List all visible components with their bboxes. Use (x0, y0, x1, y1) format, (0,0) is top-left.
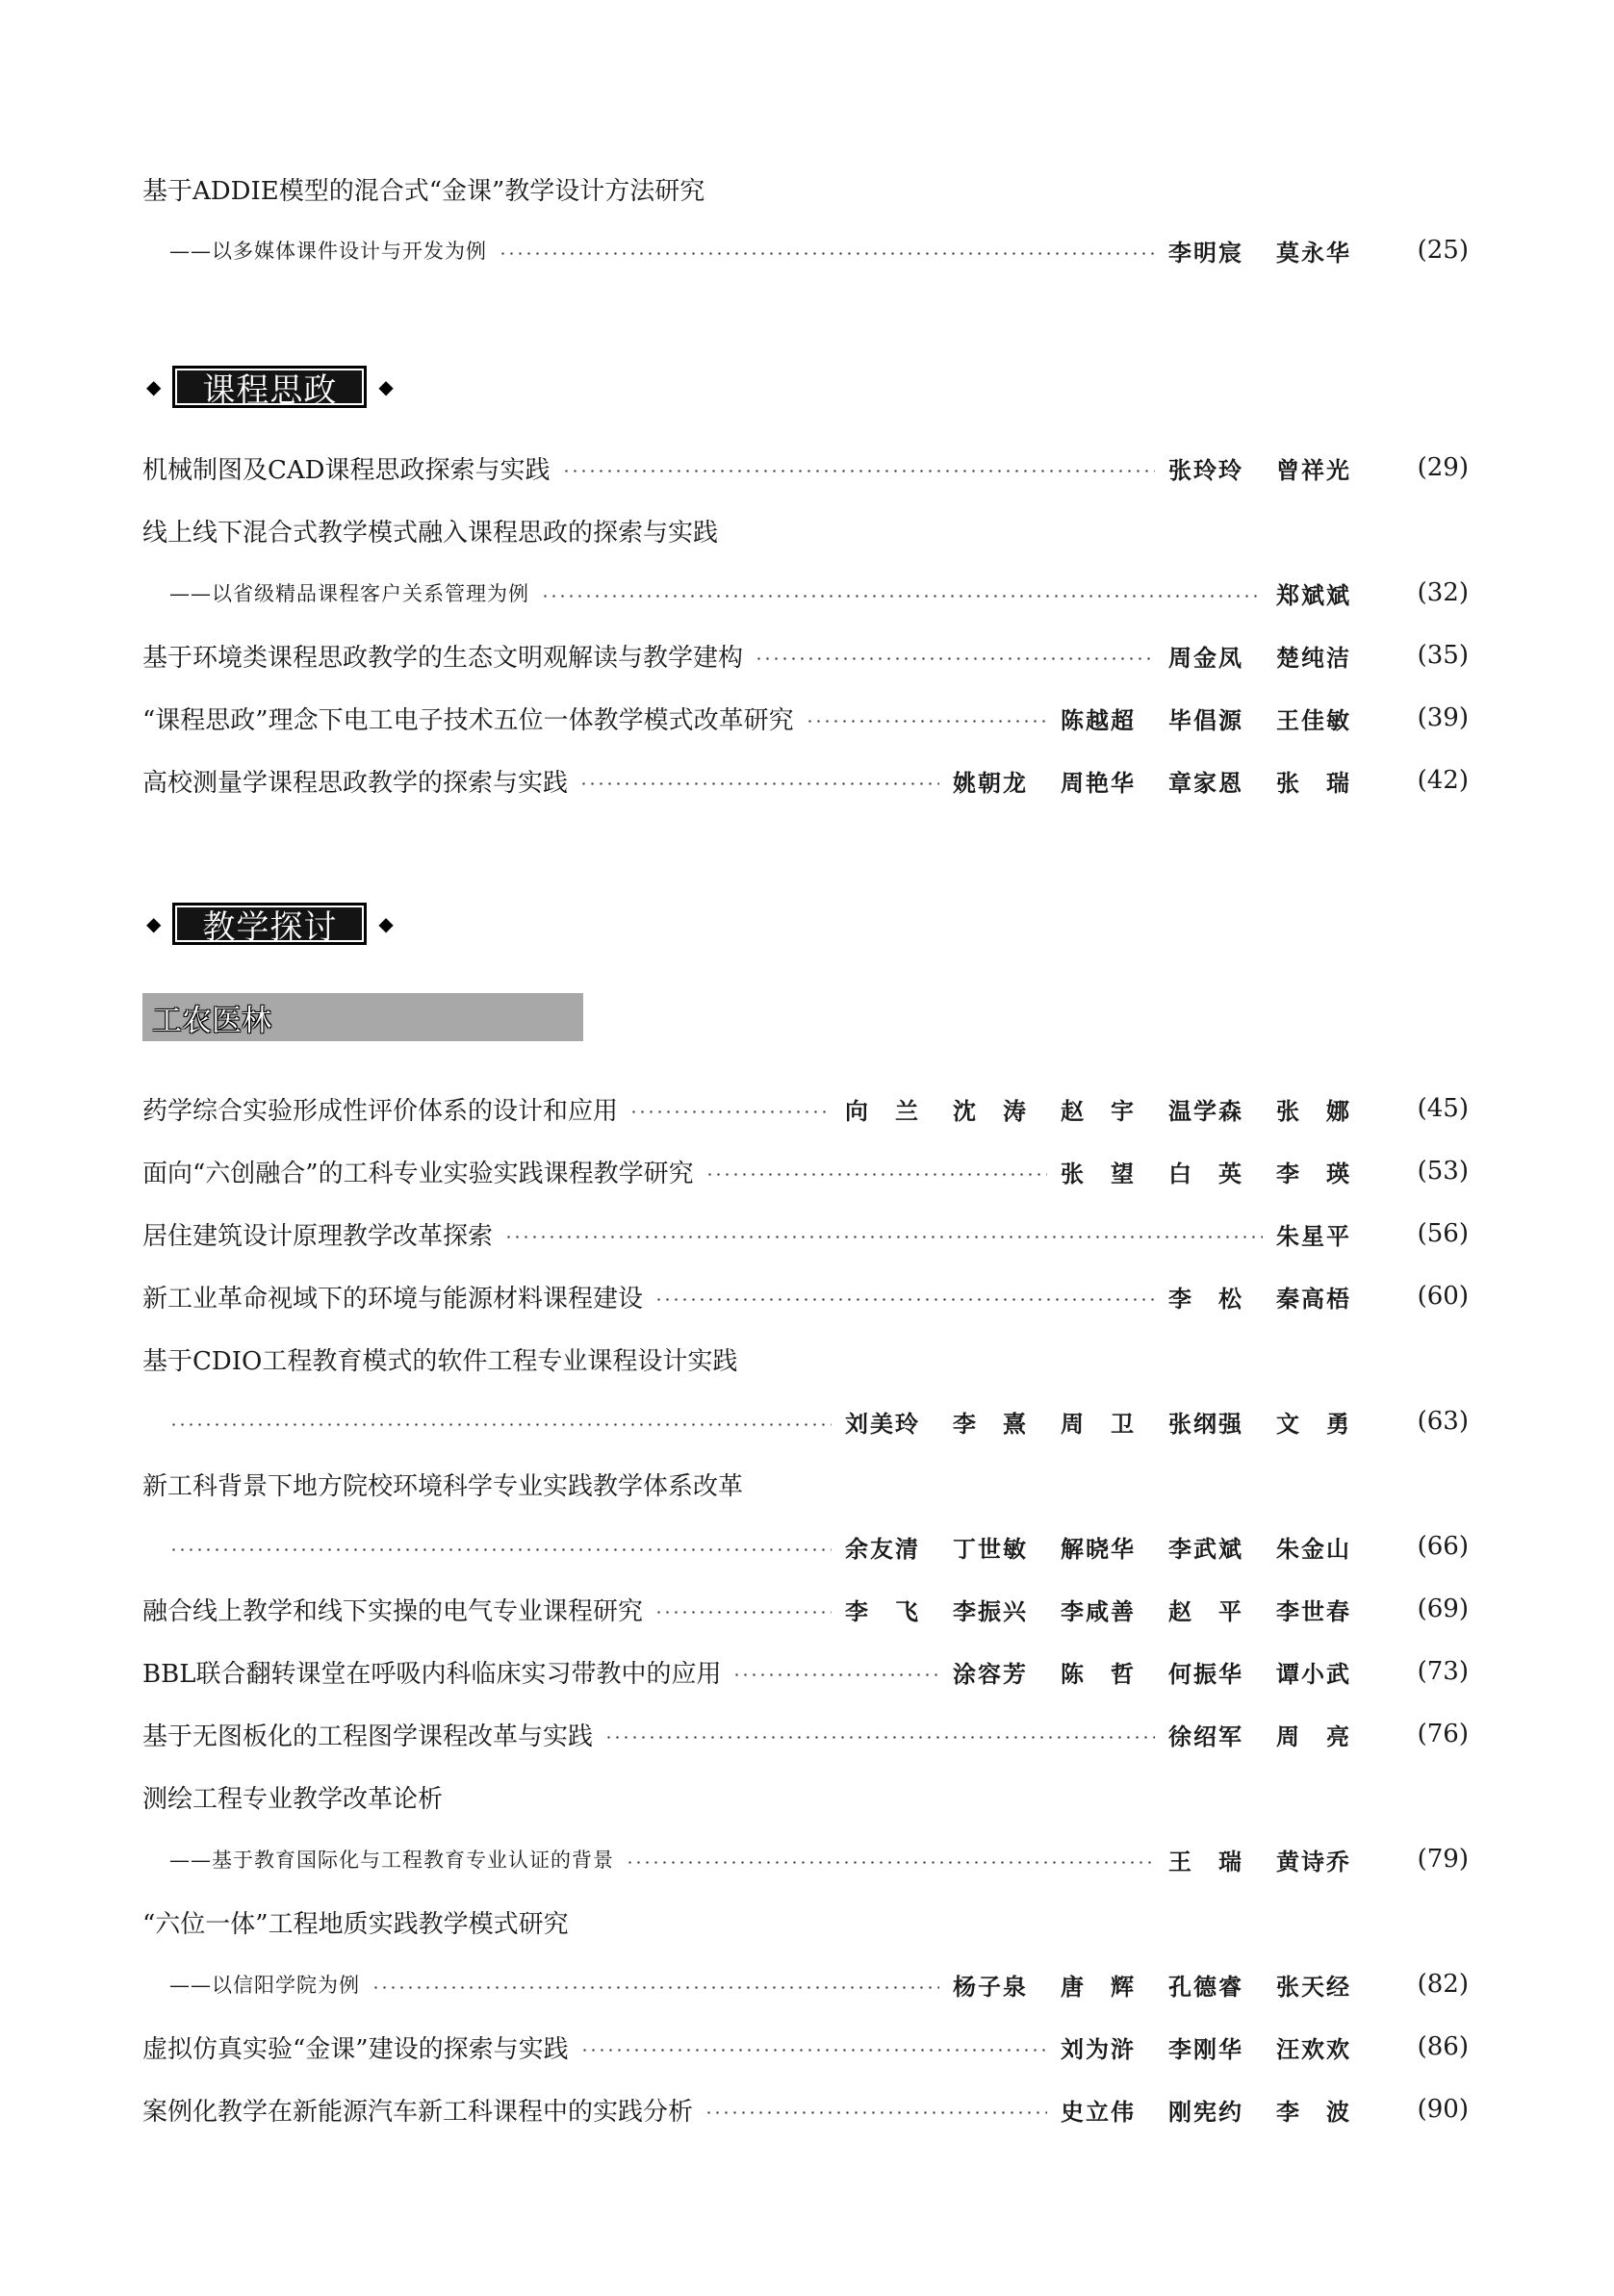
page-number: (29) (1417, 453, 1469, 482)
author: 李振兴 (953, 1596, 1028, 1625)
page-number: (79) (1417, 1845, 1469, 1874)
page-number: (25) (1417, 236, 1469, 265)
toc-entry[interactable] (142, 1711, 1469, 1757)
page-number: (76) (1417, 1720, 1469, 1748)
entry-title: 新工业革命视域下的环境与能源材料课程建设 (142, 1284, 644, 1314)
author: 唐 辉 (1061, 1972, 1136, 2001)
dot-leader (806, 720, 1047, 723)
author: 李 熹 (953, 1409, 1028, 1438)
diamond-icon: ◆ (378, 375, 394, 398)
toc-entry[interactable] (169, 1523, 1469, 1569)
entry-title: 案例化教学在新能源汽车新工科课程中的实践分析 (142, 2097, 694, 2127)
entry-title: 线上线下混合式教学模式融入课程思政的探索与实践 (142, 518, 719, 548)
toc-entry[interactable] (169, 227, 1469, 273)
author: 谭小武 (1276, 1659, 1351, 1688)
author: 赵 平 (1168, 1596, 1243, 1625)
page-number: (90) (1417, 2095, 1469, 2124)
page-number: (66) (1417, 1532, 1469, 1561)
toc-entry[interactable] (169, 1836, 1469, 1882)
entry-title: 药学综合实验形成性评价体系的设计和应用 (142, 1096, 619, 1126)
page-number: (82) (1417, 1970, 1469, 1999)
diamond-icon: ◆ (378, 912, 394, 935)
author: 孔德睿 (1168, 1972, 1243, 2001)
dot-leader (169, 1423, 832, 1426)
entry-authors (1276, 1217, 1384, 1251)
author: 王佳敏 (1276, 705, 1351, 734)
toc-entry-title[interactable] (142, 1461, 1469, 1507)
dot-leader (504, 1236, 1263, 1238)
dot-leader (169, 1548, 832, 1551)
page-number: (73) (1417, 1657, 1469, 1686)
entry-authors (1168, 1280, 1384, 1314)
toc-entry[interactable] (142, 632, 1469, 678)
author: 姚朝龙 (953, 768, 1028, 797)
author: 毕倡源 (1168, 705, 1243, 734)
toc-entry[interactable] (142, 757, 1469, 804)
dot-leader (629, 1110, 832, 1113)
section-title: 教学探讨 (172, 903, 367, 945)
entry-authors (1276, 576, 1384, 610)
page-number: (35) (1417, 641, 1469, 670)
author: 刘美玲 (845, 1409, 920, 1438)
author: 王 瑞 (1168, 1847, 1243, 1875)
toc-entry[interactable] (142, 2086, 1469, 2132)
author: 沈 涛 (953, 1096, 1028, 1125)
author: 何振华 (1168, 1659, 1243, 1688)
entry-title: “六位一体”工程地质实践教学模式研究 (142, 1909, 569, 1939)
entry-title: 测绘工程专业教学改革论析 (142, 1784, 444, 1814)
author: 余友清 (845, 1534, 920, 1563)
page-number: (53) (1417, 1157, 1469, 1186)
entry-title: “课程思政”理念下电工电子技术五位一体教学模式改革研究 (142, 705, 794, 735)
diamond-icon: ◆ (146, 912, 162, 935)
diamond-icon: ◆ (146, 375, 162, 398)
entry-authors (845, 1092, 1384, 1126)
toc-entry[interactable] (142, 445, 1469, 491)
dot-leader (705, 1173, 1047, 1176)
toc-entry[interactable] (169, 1961, 1469, 2007)
dot-leader (371, 1986, 939, 1989)
author: 莫永华 (1276, 238, 1351, 267)
entry-authors (953, 764, 1384, 798)
entry-authors (845, 1405, 1384, 1439)
entry-title: 基于环境类课程思政教学的生态文明观解读与教学建构 (142, 643, 744, 673)
author: 曾祥光 (1276, 455, 1351, 484)
author: 楚纯洁 (1276, 643, 1351, 672)
entry-authors (953, 1655, 1384, 1689)
author: 周 亮 (1276, 1722, 1351, 1750)
page-number: (69) (1417, 1594, 1469, 1623)
author: 朱星平 (1276, 1221, 1351, 1250)
author: 张 望 (1061, 1159, 1136, 1187)
author: 周 卫 (1061, 1409, 1136, 1438)
author: 赵 宇 (1061, 1096, 1136, 1125)
entry-title: 基于ADDIE模型的混合式“金课”教学设计方法研究 (142, 176, 705, 206)
toc-entry[interactable] (142, 1085, 1469, 1132)
toc-entry[interactable] (142, 2024, 1469, 2070)
entry-subtitle: ——以多媒体课件设计与开发为例 (169, 240, 487, 263)
author: 温学森 (1168, 1096, 1243, 1125)
author: 朱金山 (1276, 1534, 1351, 1563)
entry-title: 虚拟仿真实验“金课”建设的探索与实践 (142, 2034, 569, 2064)
page-number: (56) (1417, 1219, 1469, 1248)
author: 周金凤 (1168, 643, 1243, 672)
entry-title: 新工科背景下地方院校环境科学专业实践教学体系改革 (142, 1471, 744, 1501)
author: 李武斌 (1168, 1534, 1243, 1563)
toc-entry[interactable] (169, 1398, 1469, 1444)
entry-authors (1168, 1718, 1384, 1751)
author: 杨子泉 (953, 1972, 1028, 2001)
author: 张 娜 (1276, 1096, 1351, 1125)
entry-authors (1061, 1155, 1384, 1188)
dot-leader (705, 2111, 1047, 2114)
entry-title: 基于CDIO工程教育模式的软件工程专业课程设计实践 (142, 1346, 738, 1376)
entry-authors (845, 1530, 1384, 1564)
dot-leader (654, 1298, 1155, 1301)
author: 李明宸 (1168, 238, 1243, 267)
author: 李 瑛 (1276, 1159, 1351, 1187)
section-heading-kecheng-sizheng (146, 364, 394, 410)
author: 李世春 (1276, 1596, 1351, 1625)
author: 丁世敏 (953, 1534, 1028, 1563)
dot-leader (755, 657, 1155, 660)
author: 周艳华 (1061, 768, 1136, 797)
toc-entry-title[interactable] (142, 1336, 1469, 1382)
page-number: (63) (1417, 1407, 1469, 1436)
entry-authors (1061, 2093, 1384, 2127)
entry-authors (1168, 234, 1384, 268)
section-heading-jiaoxue-tantao (146, 901, 394, 947)
author: 张纲强 (1168, 1409, 1243, 1438)
entry-title: 基于无图板化的工程图学课程改革与实践 (142, 1722, 594, 1751)
author: 涂容芳 (953, 1659, 1028, 1688)
page-number: (86) (1417, 2032, 1469, 2061)
dot-leader (541, 595, 1263, 598)
dot-leader (562, 470, 1155, 472)
author: 张天经 (1276, 1972, 1351, 2001)
page-number: (42) (1417, 766, 1469, 795)
dot-leader (579, 782, 939, 785)
toc-entry[interactable] (142, 1273, 1469, 1319)
dot-leader (499, 252, 1155, 255)
toc-entry-title[interactable] (142, 166, 1469, 212)
author: 陈越超 (1061, 705, 1136, 734)
entry-title: BBL联合翻转课堂在呼吸内科临床实习带教中的应用 (142, 1659, 722, 1689)
author: 章家恩 (1168, 768, 1243, 797)
entry-subtitle: ——以信阳学院为例 (169, 1974, 360, 1997)
dot-leader (580, 2049, 1047, 2052)
author: 李 松 (1168, 1284, 1243, 1313)
entry-authors (845, 1593, 1384, 1626)
entry-authors (1061, 2030, 1384, 2064)
entry-title: 面向“六创融合”的工科专业实验实践课程教学研究 (142, 1159, 694, 1188)
author: 郑斌斌 (1276, 580, 1351, 609)
author: 李 波 (1276, 2097, 1351, 2126)
page-number: (45) (1417, 1094, 1469, 1123)
author: 李刚华 (1168, 2034, 1243, 2063)
author: 黄诗乔 (1276, 1847, 1351, 1875)
author: 汪欢欢 (1276, 2034, 1351, 2063)
author: 刘为浒 (1061, 2034, 1136, 2063)
entry-title: 机械制图及CAD课程思政探索与实践 (142, 455, 551, 485)
author: 史立伟 (1061, 2097, 1136, 2126)
toc-entry[interactable] (142, 1148, 1469, 1194)
toc-entry[interactable] (142, 1586, 1469, 1632)
entry-authors (1168, 1843, 1384, 1876)
entry-title: 融合线上教学和线下实操的电气专业课程研究 (142, 1596, 644, 1626)
entry-title: 高校测量学课程思政教学的探索与实践 (142, 768, 569, 798)
entry-subtitle: ——基于教育国际化与工程教育专业认证的背景 (169, 1849, 614, 1872)
toc-entry-title[interactable] (142, 507, 1469, 553)
entry-authors (953, 1968, 1384, 2002)
page-number: (60) (1417, 1282, 1469, 1311)
dot-leader (654, 1611, 832, 1614)
page-number: (39) (1417, 703, 1469, 732)
section-title: 课程思政 (172, 366, 367, 408)
author: 秦高梧 (1276, 1284, 1351, 1313)
toc-entry[interactable] (142, 1648, 1469, 1695)
toc-entry[interactable] (169, 570, 1469, 616)
author: 解晓华 (1061, 1534, 1136, 1563)
dot-leader (604, 1736, 1155, 1739)
author: 李咸善 (1061, 1596, 1136, 1625)
toc-entry-title[interactable] (142, 1773, 1469, 1820)
entry-authors (1168, 639, 1384, 673)
entry-title: 居住建筑设计原理教学改革探索 (142, 1221, 494, 1251)
author: 刚宪约 (1168, 2097, 1243, 2126)
author: 徐绍军 (1168, 1722, 1243, 1750)
entry-subtitle: ——以省级精品课程客户关系管理为例 (169, 582, 529, 605)
author: 文 勇 (1276, 1409, 1351, 1438)
subsection-heading-gongnong-yilin: 工农医林 (142, 993, 583, 1041)
toc-entry-title[interactable] (142, 1899, 1469, 1945)
author: 陈 哲 (1061, 1659, 1136, 1688)
dot-leader (626, 1861, 1155, 1864)
author: 李 飞 (845, 1596, 920, 1625)
entry-authors (1061, 702, 1384, 735)
author: 张 瑞 (1276, 768, 1351, 797)
toc-entry[interactable] (142, 695, 1469, 741)
author: 张玲玲 (1168, 455, 1243, 484)
toc-entry[interactable] (142, 1211, 1469, 1257)
author: 向 兰 (845, 1096, 920, 1125)
author: 白 英 (1168, 1159, 1243, 1187)
entry-authors (1168, 451, 1384, 485)
dot-leader (732, 1673, 939, 1676)
page-number: (32) (1417, 578, 1469, 607)
